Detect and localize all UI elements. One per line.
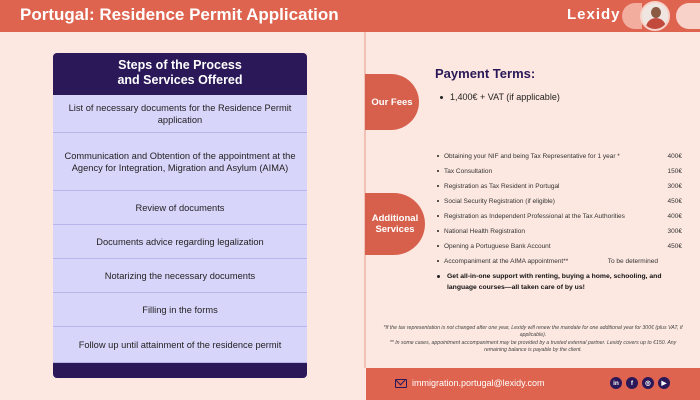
bullet-icon [437,245,439,247]
payment-item [440,92,560,102]
service-item [437,182,682,194]
logo-decoration [622,3,642,29]
payment-item-text: 1,400€ + VAT (if applicable) [450,92,560,102]
step-item: Filling in the forms [53,293,307,327]
avatar [640,1,670,31]
service-name: Registration as Tax Resident in Portugal [444,183,560,190]
steps-title-line2: and Services Offered [117,73,243,87]
bullet-icon [437,260,439,262]
service-price: To be determined [607,258,658,265]
footnote-appointment: ** In some cases, appointment accompaniment may be provided by a trusted external partner. Lexidy covers up to €150. Any remaining balance is payable by the client. [389,340,677,353]
bullet-icon [437,275,440,278]
support-note-text: Get all-in-one support with renting, buying a home, schooling, and language courses—all taken care of by us! [447,273,662,291]
payment-terms-title: Payment Terms: [435,66,536,81]
additional-label-line2: Services [375,224,415,235]
service-item [437,167,682,179]
facebook-icon[interactable]: f [626,377,638,389]
additional-services-label [365,193,425,255]
service-name: Opening a Portuguese Bank Account [444,243,551,250]
service-price: 450€ [667,198,682,205]
youtube-icon[interactable]: ▶ [658,377,670,389]
service-item [437,227,682,239]
service-item [437,197,682,209]
service-price: 450€ [667,243,682,250]
step-item: List of necessary documents for the Residence Permit application [53,95,307,133]
bullet-icon [440,96,443,99]
step-item: Documents advice regarding legalization [53,225,307,259]
additional-label-line1: Additional [371,213,419,224]
bullet-icon [437,230,439,232]
steps-card [53,53,307,378]
service-name: National Health Registration [444,228,525,235]
email-link[interactable]: immigration.portugal@lexidy.com [412,378,545,388]
instagram-icon[interactable]: ◎ [642,377,654,389]
service-item [437,152,682,164]
service-price: 400€ [667,153,682,160]
service-price: 300€ [667,228,682,235]
bullet-icon [437,200,439,202]
bullet-icon [437,215,439,217]
step-item: Review of documents [53,191,307,225]
service-item [437,242,682,254]
bullet-icon [437,185,439,187]
footnote-tax: *If the tax representation is not changed after one year, Lexidy will renew the mandate for one additional year for 300€ (plus VAT, if applicable). [383,325,683,338]
page-title: Portugal: Residence Permit Application [20,5,339,24]
service-name: Tax Consultation [444,168,493,175]
step-item: Communication and Obtention of the appointment at the Agency for Integration, Migration and Asylum (AIMA) [53,133,307,191]
service-price: 150€ [667,168,682,175]
service-name: Obtaining your NIF and being Tax Representative for 1 year * [444,153,620,160]
service-price: 300€ [667,183,682,190]
bullet-icon [437,155,439,157]
step-item: Follow up until attainment of the residence permit [53,327,307,363]
mail-icon [395,379,407,388]
steps-title-line1: Steps of the Process [118,58,242,72]
service-item [437,212,682,224]
service-price: 400€ [667,213,682,220]
bullet-icon [437,170,439,172]
service-item [437,257,682,269]
service-name: Accompaniment at the AIMA appointment** [444,258,569,265]
header-decoration [676,3,700,29]
service-name: Registration as Independent Professional at the Tax Authorities [444,213,625,220]
avatar-head [651,7,661,18]
lexidy-logo: Lexidy [567,6,621,23]
our-fees-label: Our Fees [365,74,419,130]
linkedin-icon[interactable]: in [610,377,622,389]
service-name: Social Security Registration (if eligible) [444,198,555,205]
step-item: Notarizing the necessary documents [53,259,307,293]
support-note [437,271,687,293]
steps-title [53,58,307,88]
